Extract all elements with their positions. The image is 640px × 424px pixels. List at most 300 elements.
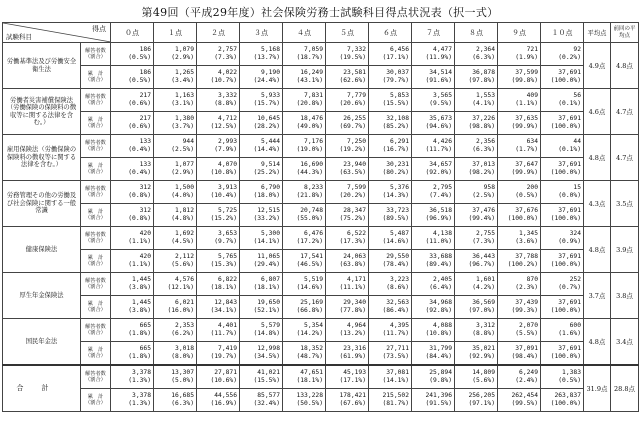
subject-name: 労働者災害補償保険法（労働保険の保険料の徴収等に関する法律を含む。） [3, 89, 81, 135]
average-score: 31.9点 [584, 365, 611, 412]
cell-ratio: (100.0%) [550, 169, 581, 176]
row-kind-text: 解答者数 [85, 47, 106, 54]
score-cell [111, 112, 154, 135]
cell-count: 133 [139, 138, 151, 146]
score-cell [111, 181, 154, 204]
cell-ratio: (11.1%) [339, 284, 366, 291]
score-cell [326, 158, 369, 181]
cell-ratio: (17.2%) [296, 238, 323, 245]
previous-average-score: 4.7点 [611, 89, 639, 135]
score-cell [326, 319, 369, 342]
score-cell [412, 342, 455, 366]
cell-count: 5,765 [218, 253, 237, 261]
score-cell [283, 204, 326, 227]
score-cell [369, 389, 412, 412]
cell-count: 5,300 [261, 230, 280, 238]
cell-ratio: (9.5%) [429, 100, 452, 107]
cell-count: 7,831 [304, 92, 323, 100]
cell-ratio: (100.0%) [507, 215, 538, 222]
row-kind-text: （割合） [85, 377, 106, 383]
cell-count: 12,843 [214, 299, 237, 307]
cell-ratio: (94.6%) [425, 123, 452, 130]
score-cell [369, 273, 412, 296]
cell-ratio: (2.3%) [515, 284, 538, 291]
cell-count: 36,443 [472, 253, 495, 261]
score-cell [455, 389, 498, 412]
cell-count: 4,171 [347, 276, 366, 284]
cell-ratio: (8.8%) [214, 100, 237, 107]
cell-count: 6,456 [390, 46, 409, 54]
cell-count: 41,021 [257, 369, 280, 377]
cell-count: 2,353 [175, 322, 194, 330]
cell-count: 19,650 [257, 299, 280, 307]
cell-count: 1,383 [562, 369, 581, 377]
cumulative-label [81, 389, 111, 412]
cell-ratio: (16.7%) [382, 146, 409, 153]
cell-count: 4,022 [218, 69, 237, 77]
cell-count: 15 [573, 184, 581, 192]
score-cell [111, 296, 154, 319]
cell-ratio: (91.6%) [425, 77, 452, 84]
cell-ratio: (19.2%) [339, 146, 366, 153]
cell-ratio: (14.1%) [253, 238, 280, 245]
score-cell [326, 204, 369, 227]
cell-ratio: (17.1%) [382, 54, 409, 61]
score-cell [240, 66, 283, 89]
row-kind-text: 解答者数 [85, 370, 106, 377]
row-kind-text: 累 計 [87, 393, 104, 400]
cell-count: 2,757 [218, 46, 237, 54]
score-cell [111, 342, 154, 366]
cell-count: 4,401 [218, 322, 237, 330]
cell-ratio: (6.4%) [429, 284, 452, 291]
score-cell [154, 204, 197, 227]
cell-ratio: (33.2%) [253, 215, 280, 222]
cell-ratio: (7.3%) [214, 54, 237, 61]
score-cell [498, 227, 541, 250]
cell-ratio: (0.4%) [128, 146, 151, 153]
score-cell [455, 204, 498, 227]
cell-count: 31,799 [429, 345, 452, 353]
cell-ratio: (1.1%) [128, 238, 151, 245]
cell-count: 25,169 [300, 299, 323, 307]
cell-count: 12,998 [257, 345, 280, 353]
cell-ratio: (80.2%) [382, 169, 409, 176]
cell-count: 217 [139, 115, 151, 123]
answer-count-label [81, 181, 111, 204]
cell-count: 262,454 [511, 392, 538, 400]
row-kind-text: （割合） [85, 307, 106, 313]
score-cell [455, 319, 498, 342]
score-table [2, 22, 639, 412]
cell-count: 37,691 [558, 253, 581, 261]
cell-ratio: (43.1%) [296, 77, 323, 84]
score-cell [197, 389, 240, 412]
score-cell [240, 89, 283, 112]
cell-count: 56 [573, 92, 581, 100]
table-row [3, 181, 639, 204]
cell-count: 10,645 [257, 115, 280, 123]
cell-count: 30,037 [386, 69, 409, 77]
cell-ratio: (3.7%) [171, 123, 194, 130]
cell-count: 1,500 [175, 184, 194, 192]
score-cell [369, 66, 412, 89]
cell-count: 6,291 [390, 138, 409, 146]
cell-count: 3,378 [132, 392, 151, 400]
score-cell [541, 389, 584, 412]
cell-count: 6,522 [347, 230, 366, 238]
cell-count: 4,138 [433, 230, 452, 238]
cell-count: 37,691 [558, 161, 581, 169]
score-cell [455, 250, 498, 273]
cell-ratio: (17.3%) [339, 238, 366, 245]
score-cell [455, 342, 498, 366]
score-col-header: ４点 [283, 23, 326, 43]
cell-ratio: (20.6%) [339, 100, 366, 107]
cell-count: 133,228 [296, 392, 323, 400]
cell-ratio: (2.4%) [515, 377, 538, 384]
cell-count: 7,332 [347, 46, 366, 54]
cell-count: 6,021 [175, 299, 194, 307]
score-cell [283, 365, 326, 389]
cell-count: 37,691 [558, 207, 581, 215]
score-cell [197, 135, 240, 158]
cell-count: 23,316 [343, 345, 366, 353]
cell-ratio: (3.6%) [515, 238, 538, 245]
row-kind-text: （割合） [85, 54, 106, 60]
cell-ratio: (8.8%) [472, 330, 495, 337]
average-score: 4.8点 [584, 227, 611, 273]
cell-count: 4,395 [390, 322, 409, 330]
score-cell [197, 342, 240, 366]
score-cell [240, 158, 283, 181]
row-kind-text: （割合） [85, 123, 106, 129]
score-cell [498, 43, 541, 66]
cell-count: 45,193 [343, 369, 366, 377]
score-cell [240, 365, 283, 389]
cell-count: 5,725 [218, 207, 237, 215]
score-cell [455, 43, 498, 66]
score-cell [326, 342, 369, 366]
cell-count: 8,233 [304, 184, 323, 192]
cell-ratio: (67.6%) [339, 400, 366, 407]
score-cell [283, 158, 326, 181]
score-cell [498, 273, 541, 296]
cumulative-label [81, 342, 111, 366]
score-cell [197, 66, 240, 89]
cell-ratio: (11.7%) [382, 330, 409, 337]
score-cell [498, 250, 541, 273]
cell-ratio: (34.5%) [253, 353, 280, 360]
cell-ratio: (99.4%) [468, 215, 495, 222]
cell-count: 665 [139, 345, 151, 353]
cell-ratio: (1.9%) [515, 54, 538, 61]
score-cell [412, 112, 455, 135]
cell-ratio: (97.1%) [468, 400, 495, 407]
row-kind-text: （割合） [85, 330, 106, 336]
cell-ratio: (89.4%) [425, 261, 452, 268]
cell-count: 1,553 [476, 92, 495, 100]
cell-count: 217 [139, 92, 151, 100]
cell-count: 35,673 [429, 115, 452, 123]
cell-ratio: (92.9%) [468, 353, 495, 360]
cell-ratio: (15.2%) [210, 215, 237, 222]
score-cell [541, 250, 584, 273]
cell-count: 3,223 [390, 276, 409, 284]
cell-ratio: (0.5%) [128, 77, 151, 84]
row-kind-text: （割合） [85, 77, 106, 83]
cell-count: 1,163 [175, 92, 194, 100]
cell-count: 634 [526, 138, 538, 146]
score-cell [369, 319, 412, 342]
cell-ratio: (10.8%) [425, 330, 452, 337]
cell-ratio: (18.0%) [253, 192, 280, 199]
avg-col-header: 平均点 [584, 23, 611, 43]
cumulative-label [81, 158, 111, 181]
cell-count: 2,993 [218, 138, 237, 146]
score-cell [541, 227, 584, 250]
cell-count: 20,748 [300, 207, 323, 215]
subject-name: 労務管理その他の労働及び社会保険に関する一般常識 [3, 181, 81, 227]
table-row [3, 342, 639, 366]
score-cell [412, 66, 455, 89]
cell-ratio: (29.4%) [253, 261, 280, 268]
cell-count: 37,091 [515, 345, 538, 353]
cell-ratio: (6.3%) [472, 146, 495, 153]
cell-count: 29,340 [343, 299, 366, 307]
cell-ratio: (99.8%) [511, 77, 538, 84]
score-cell [369, 112, 412, 135]
cell-count: 37,691 [558, 69, 581, 77]
score-cell [154, 227, 197, 250]
cell-ratio: (3.8%) [128, 307, 151, 314]
score-cell [455, 365, 498, 389]
cell-ratio: (0.8%) [128, 192, 151, 199]
cell-count: 5,519 [304, 276, 323, 284]
cell-ratio: (5.6%) [472, 377, 495, 384]
header-row [3, 23, 639, 43]
cell-count: 420 [139, 253, 151, 261]
score-col-header: ９点 [498, 23, 541, 43]
cell-count: 12,515 [257, 207, 280, 215]
cell-count: 6,807 [261, 276, 280, 284]
average-score: 4.8点 [584, 319, 611, 366]
cell-count: 2,356 [476, 138, 495, 146]
cell-count: 44 [573, 138, 581, 146]
score-cell [498, 89, 541, 112]
cell-count: 721 [526, 46, 538, 54]
cell-count: 14,809 [472, 369, 495, 377]
cell-count: 944 [182, 138, 194, 146]
previous-average-score: 3.8点 [611, 273, 639, 319]
score-cell [369, 365, 412, 389]
cell-count: 23,940 [343, 161, 366, 169]
cell-ratio: (98.2%) [468, 169, 495, 176]
cell-ratio: (99.9%) [511, 123, 538, 130]
score-cell [412, 158, 455, 181]
score-cell [240, 43, 283, 66]
row-kind-text: （割合） [85, 261, 106, 267]
cell-count: 2,070 [519, 322, 538, 330]
cell-count: 5,853 [390, 92, 409, 100]
cell-ratio: (50.5%) [296, 400, 323, 407]
score-cell [541, 273, 584, 296]
cell-count: 5,354 [304, 322, 323, 330]
cell-ratio: (0.6%) [128, 100, 151, 107]
score-cell [498, 389, 541, 412]
answer-count-label [81, 273, 111, 296]
cell-count: 3,913 [218, 184, 237, 192]
cell-count: 7,176 [304, 138, 323, 146]
score-cell [326, 135, 369, 158]
score-col-header: ７点 [412, 23, 455, 43]
score-cell [498, 158, 541, 181]
cell-count: 37,081 [386, 369, 409, 377]
score-cell [240, 389, 283, 412]
cell-ratio: (14.2%) [296, 330, 323, 337]
score-cell [283, 273, 326, 296]
cell-ratio: (18.1%) [253, 284, 280, 291]
score-cell [326, 112, 369, 135]
score-cell [326, 89, 369, 112]
cell-ratio: (7.9%) [214, 146, 237, 153]
score-cell [412, 135, 455, 158]
cell-ratio: (0.9%) [558, 238, 581, 245]
answer-count-label [81, 135, 111, 158]
row-kind-text: 累 計 [87, 116, 104, 123]
cell-count: 6,476 [304, 230, 323, 238]
score-col-header: ８点 [455, 23, 498, 43]
cell-count: 17,541 [300, 253, 323, 261]
average-score: 4.8点 [584, 135, 611, 181]
row-kind-text: 累 計 [87, 70, 104, 77]
score-cell [541, 365, 584, 389]
score-cell [369, 227, 412, 250]
score-cell [240, 135, 283, 158]
cell-count: 37,647 [515, 161, 538, 169]
cell-ratio: (98.8%) [468, 123, 495, 130]
table-row [3, 273, 639, 296]
cell-count: 241,396 [425, 392, 452, 400]
score-cell [283, 112, 326, 135]
score-cell [369, 181, 412, 204]
table-body [3, 43, 639, 412]
score-cell [326, 181, 369, 204]
cell-ratio: (55.0%) [296, 215, 323, 222]
cell-ratio: (0.6%) [128, 123, 151, 130]
score-cell [455, 89, 498, 112]
score-cell [154, 112, 197, 135]
cell-count: 35,021 [472, 345, 495, 353]
cell-count: 3,653 [218, 230, 237, 238]
score-cell [412, 365, 455, 389]
cell-ratio: (0.4%) [128, 169, 151, 176]
subject-name: 厚生年金保険法 [3, 273, 81, 319]
cell-ratio: (97.8%) [468, 77, 495, 84]
cell-count: 25,894 [429, 369, 452, 377]
cell-ratio: (99.5%) [511, 400, 538, 407]
table-row [3, 250, 639, 273]
score-cell [154, 89, 197, 112]
cell-ratio: (96.9%) [425, 215, 452, 222]
score-cell [455, 112, 498, 135]
cell-ratio: (100.2%) [507, 261, 538, 268]
table-row [3, 319, 639, 342]
table-row [3, 204, 639, 227]
cell-ratio: (14.3%) [382, 192, 409, 199]
cell-count: 7,599 [347, 184, 366, 192]
score-cell [369, 43, 412, 66]
cell-ratio: (0.2%) [558, 54, 581, 61]
cell-count: 37,226 [472, 115, 495, 123]
cell-ratio: (97.0%) [468, 307, 495, 314]
cell-count: 1,077 [175, 161, 194, 169]
cell-ratio: (100.0%) [550, 400, 581, 407]
score-cell [498, 296, 541, 319]
score-cell [541, 112, 584, 135]
score-cell [111, 204, 154, 227]
cell-count: 9,514 [261, 161, 280, 169]
cell-ratio: (6.3%) [171, 400, 194, 407]
cell-count: 37,439 [515, 299, 538, 307]
header-corner [3, 23, 111, 43]
score-cell [412, 389, 455, 412]
cell-ratio: (62.6%) [339, 77, 366, 84]
cell-ratio: (10.6%) [210, 377, 237, 384]
cell-ratio: (24.4%) [253, 77, 280, 84]
cell-ratio: (6.3%) [472, 54, 495, 61]
average-score: 4.9点 [584, 43, 611, 89]
cell-ratio: (75.2%) [339, 215, 366, 222]
score-cell [283, 296, 326, 319]
cell-ratio: (4.5%) [171, 238, 194, 245]
row-kind-text: 解答者数 [85, 231, 106, 238]
score-cell [240, 227, 283, 250]
cell-count: 9,190 [261, 69, 280, 77]
cell-ratio: (9.7%) [214, 238, 237, 245]
cell-count: 2,795 [433, 184, 452, 192]
total-label: 合計 [3, 365, 81, 412]
cell-ratio: (1.1%) [515, 100, 538, 107]
row-kind-text: （割合） [85, 353, 106, 359]
answer-count-label [81, 319, 111, 342]
cell-count: 18,352 [300, 345, 323, 353]
score-cell [111, 135, 154, 158]
cell-ratio: (0.7%) [558, 284, 581, 291]
cell-count: 37,788 [515, 253, 538, 261]
cell-ratio: (99.3%) [511, 307, 538, 314]
cell-ratio: (25.2%) [253, 169, 280, 176]
score-cell [541, 181, 584, 204]
cell-count: 18,476 [300, 115, 323, 123]
row-kind-text: （割合） [85, 215, 106, 221]
cell-count: 85,577 [257, 392, 280, 400]
cumulative-label [81, 296, 111, 319]
row-kind-text: 解答者数 [85, 185, 106, 192]
cell-ratio: (21.8%) [296, 192, 323, 199]
table-row [3, 389, 639, 412]
cell-ratio: (1.3%) [128, 377, 151, 384]
cell-count: 7,419 [218, 345, 237, 353]
score-cell [197, 204, 240, 227]
score-cell [197, 227, 240, 250]
score-cell [154, 342, 197, 366]
score-cell [369, 296, 412, 319]
cell-ratio: (15.7%) [253, 100, 280, 107]
score-cell [369, 204, 412, 227]
cell-ratio: (66.8%) [296, 307, 323, 314]
table-row [3, 227, 639, 250]
